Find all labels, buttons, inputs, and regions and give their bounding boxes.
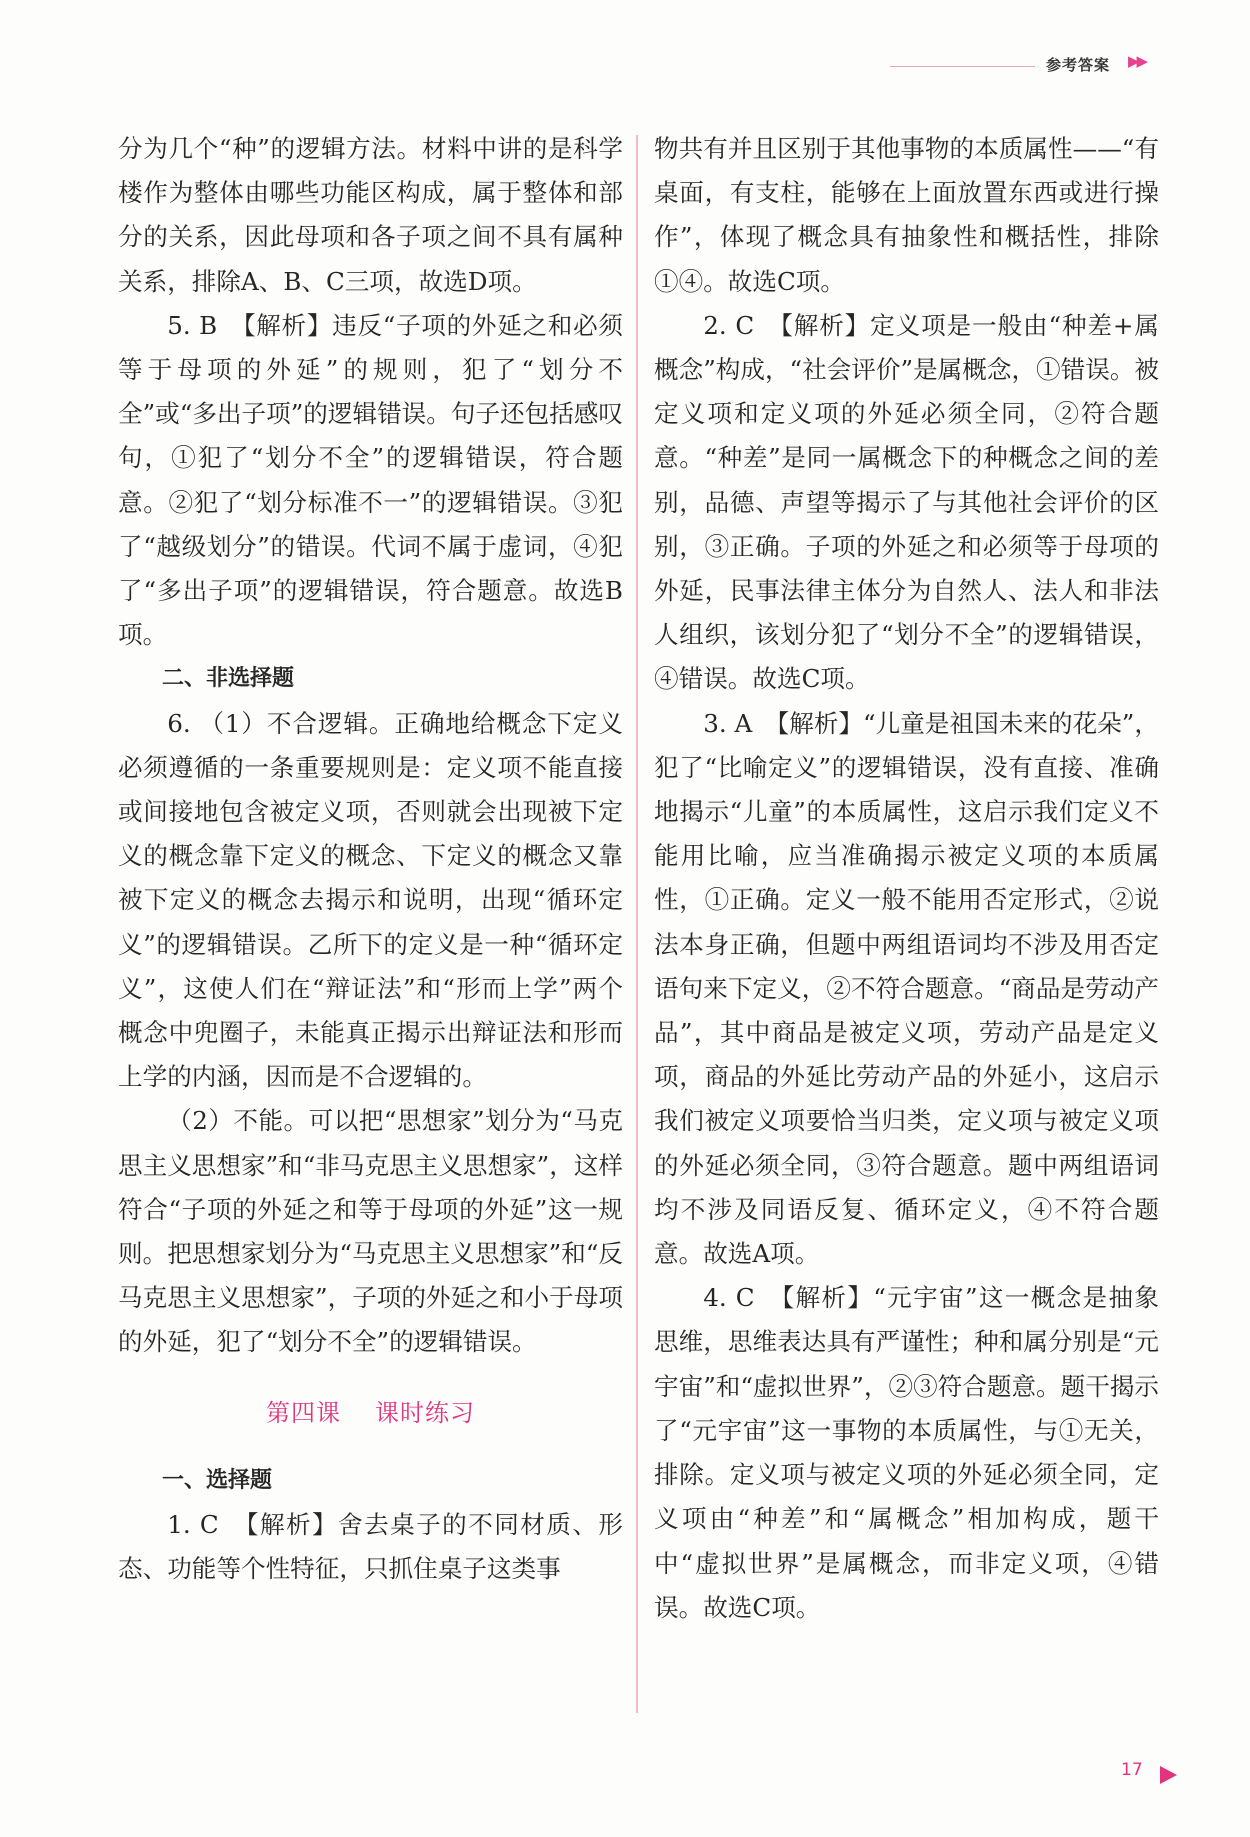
answer-6-1: 6. （1）不合逻辑。正确地给概念下定义必须遵循的一条重要规则是：定义项不能直接或间接地包含被定义项，否则就会出现被下定义的概念靠下定义的概念、下定义的概念又靠被下定义的概念去揭示和说明，出现“循环定义”的逻辑错误。乙所下的定义是一种“循环定义”，这使人们在“辩证法”和“形而上学”两个概念中兜圈子，未能真正揭示出辩证法和形而上学的内涵，因而是不合逻辑的。 xyxy=(118,708,623,1092)
page-number: 17 xyxy=(1121,1760,1143,1780)
answer-2: 2. C 【解析】定义项是一般由“种差+属概念”构成，“社会评价”是属概念，①错误。被定义项和定义项的外延必须全同，②符合题意。“种差”是同一属概念下的种概念之间的差别，品德、声望等揭示了与其他社会评价的区别，③正确。子项的外延之和必须等于母项的外延，民事法律主体分为自然人、法人和非法人组织，该划分犯了“划分不全”的逻辑错误，④错误。故选C项。 xyxy=(654,310,1160,694)
page-header xyxy=(0,52,1250,92)
header-arrows-icon: ▶▶ xyxy=(1128,52,1146,70)
answer-4: 4. C 【解析】“元宇宙”这一概念是抽象思维，思维表达具有严谨性；种和属分别是“元宇宙”和“虚拟世界”，②③符合题意。题干揭示了“元宇宙”这一事物的本质属性，与①无关，排除。定义项与被定义项的外延必须全同，定义项由“种差”和“属概念”相加构成，题干中“虚拟世界”是属概念，而非定义项，④错误。故选C项。 xyxy=(654,1283,1160,1622)
column-divider xyxy=(636,135,638,1713)
lesson-title: 第四课 xyxy=(266,1398,341,1427)
section-heading-nonchoice: 二、非选择题 xyxy=(162,666,295,692)
paragraph: 分为几个“种”的逻辑方法。材料中讲的是科学楼作为整体由哪些功能区构成，属于整体和部分的关系，因此母项和各子项之间不具有属种关系，排除A、B、C三项，故选D项。 xyxy=(118,134,623,296)
answer-6-2: （2）不能。可以把“思想家”划分为“马克思主义思想家”和“非马克思主义思想家”，这样符合“子项的外延之和等于母项的外延”这一规则。把思想家划分为“马克思主义思想家”和“反马克思主义思想家”，子项的外延之和小于母项的外延，犯了“划分不全”的逻辑错误。 xyxy=(118,1106,624,1357)
header-title: 参考答案 xyxy=(1046,56,1111,74)
left-column xyxy=(118,127,623,1592)
header-rule xyxy=(890,66,1035,67)
answer-5: 5. B 【解析】违反“子项的外延之和必须等于母项的外延”的规则，犯了“划分不全”或“多出子项”的逻辑错误。句子还包括感叹句，①犯了“划分不全”的逻辑错误，符合题意。②犯了“划分标准不一”的逻辑错误。③犯了“越级划分”的错误。代词不属于虚词，④犯了“多出子项”的逻辑错误，符合题意。故选B项。 xyxy=(118,310,624,650)
answer-1: 1. C 【解析】舍去桌子的不同材质、形态、功能等个性特征，只抓住桌子这类事 xyxy=(118,1510,623,1584)
section-heading-choice: 一、选择题 xyxy=(162,1467,273,1493)
right-column xyxy=(654,127,1159,1630)
paragraph: 物共有并且区别于其他事物的本质属性——“有桌面，有支柱，能够在上面放置东西或进行操作”，体现了概念具有抽象性和概括性，排除①④。故选C项。 xyxy=(654,134,1159,296)
next-arrow-icon xyxy=(1160,1766,1177,1784)
answer-3: 3. A 【解析】“儿童是祖国未来的花朵”，犯了“比喻定义”的逻辑错误，没有直接、准确地揭示“儿童”的本质属性，这启示我们定义不能用比喻，应当准确揭示被定义项的本质属性，①正确。定义一般不能用否定形式，②说法本身正确，但题中两组语词均不涉及用否定语句来下定义，②不符合题意。“商品是劳动产品”，其中商品是被定义项，劳动产品是定义项，商品的外延比劳动产品的外延小，这启示我们被定义项要恰当归类，定义项与被定义项的外延必须全同，③符合题意。题中两组语词均不涉及同语反复、循环定义，④不符合题意。故选A项。 xyxy=(654,708,1159,1269)
lesson-heading xyxy=(118,1391,623,1435)
lesson-subtitle: 课时练习 xyxy=(375,1398,475,1427)
